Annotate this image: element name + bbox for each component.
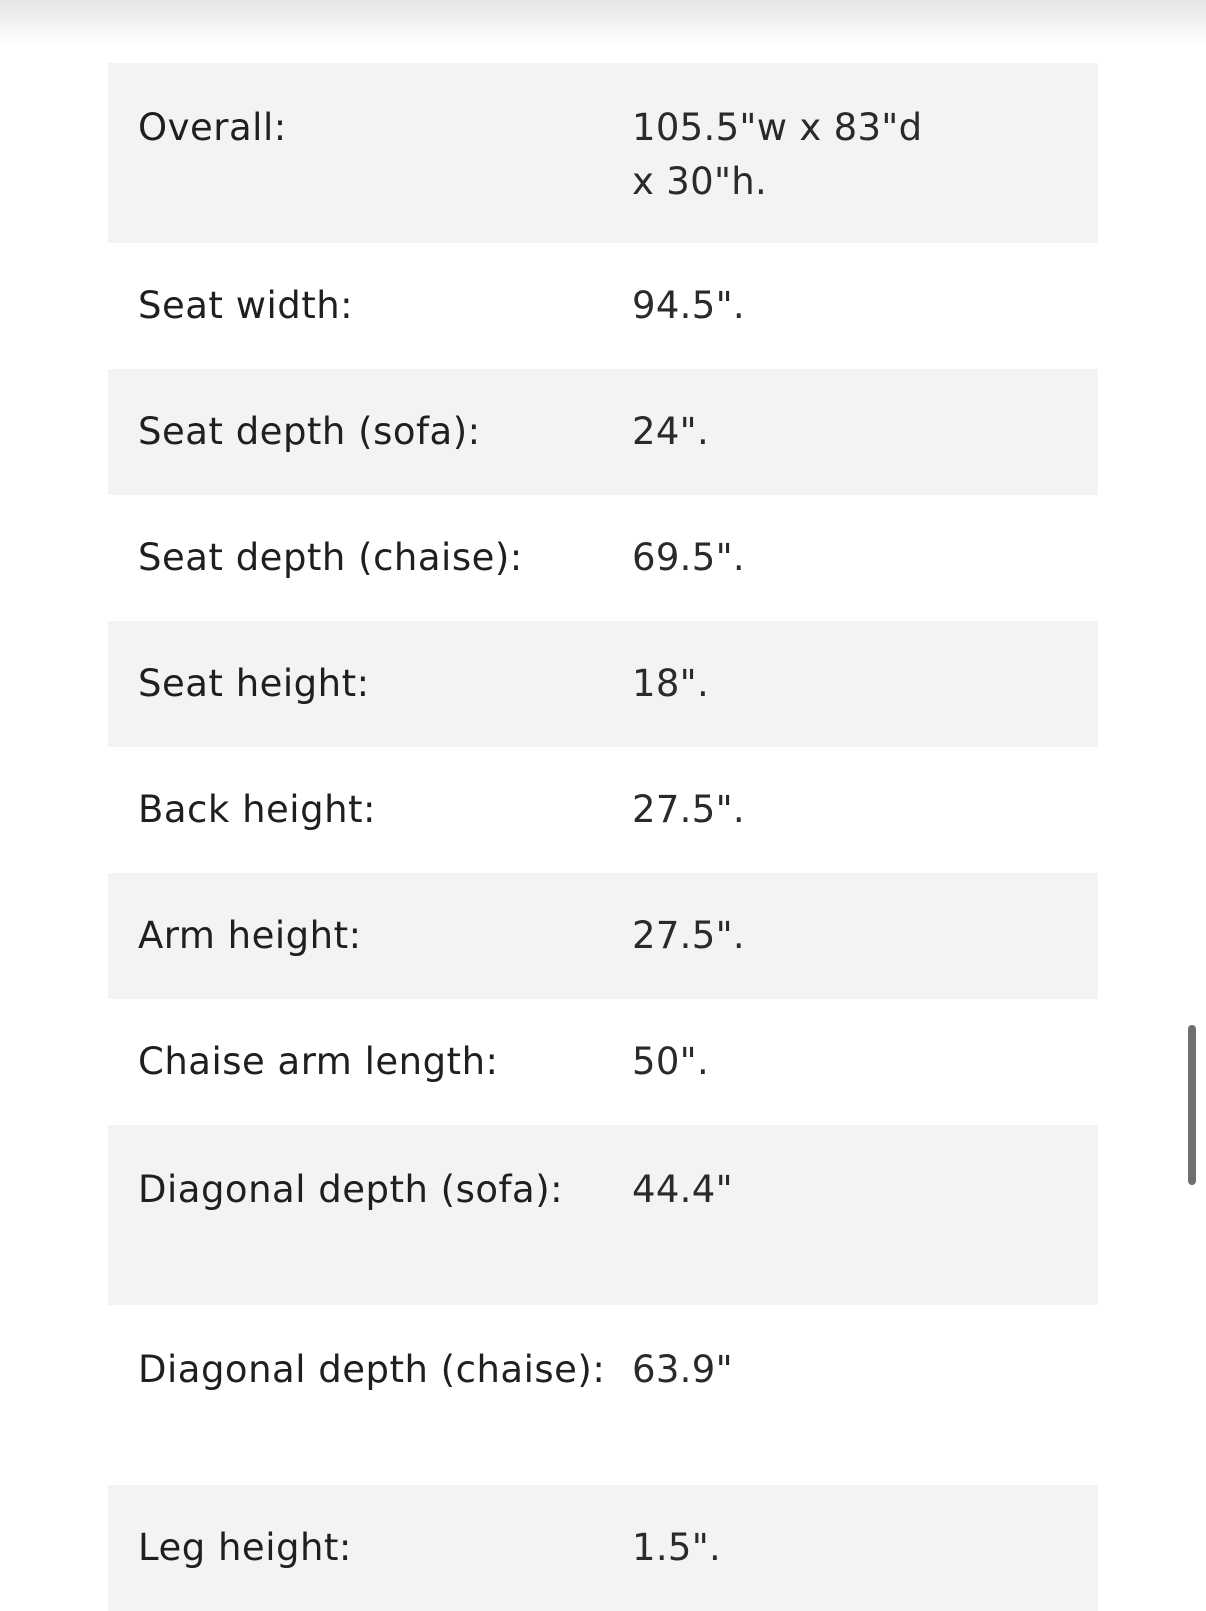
spec-row-seat-depth-chaise <box>108 495 1098 621</box>
top-shadow <box>0 0 1206 46</box>
spec-label: Leg height: <box>138 1526 352 1569</box>
spec-label: Diagonal depth (chaise): <box>138 1348 606 1391</box>
spec-row-diagonal-depth-sofa <box>108 1125 1098 1305</box>
spec-row-seat-height <box>108 621 1098 747</box>
spec-value: 105.5"w x 83"d x 30"h. <box>632 106 923 203</box>
spec-value: 94.5". <box>632 284 745 327</box>
spec-row-chaise-arm-length <box>108 999 1098 1125</box>
spec-label: Overall: <box>138 106 287 149</box>
spec-row-diagonal-depth-chaise <box>108 1305 1098 1485</box>
vertical-scrollbar[interactable] <box>1188 1025 1196 1185</box>
spec-row-overall <box>108 63 1098 243</box>
spec-label: Seat depth (sofa): <box>138 410 481 453</box>
spec-label: Diagonal depth (sofa): <box>138 1168 564 1211</box>
spec-row-seat-width <box>108 243 1098 369</box>
spec-value: 18". <box>632 662 710 705</box>
spec-label: Seat width: <box>138 284 354 327</box>
spec-value: 24". <box>632 410 710 453</box>
spec-value: 50". <box>632 1040 710 1083</box>
dimensions-table <box>108 63 1098 1611</box>
spec-value: 44.4" <box>632 1168 733 1211</box>
spec-label: Chaise arm length: <box>138 1040 499 1083</box>
spec-label: Arm height: <box>138 914 362 957</box>
spec-value: 69.5". <box>632 536 745 579</box>
spec-row-leg-height <box>108 1485 1098 1611</box>
spec-row-back-height <box>108 747 1098 873</box>
spec-value: 63.9" <box>632 1348 733 1391</box>
spec-row-arm-height <box>108 873 1098 999</box>
spec-label: Seat height: <box>138 662 370 705</box>
spec-label: Back height: <box>138 788 376 831</box>
spec-label: Seat depth (chaise): <box>138 536 523 579</box>
spec-row-seat-depth-sofa <box>108 369 1098 495</box>
spec-value: 27.5". <box>632 914 745 957</box>
spec-value: 27.5". <box>632 788 745 831</box>
spec-value: 1.5". <box>632 1526 722 1569</box>
